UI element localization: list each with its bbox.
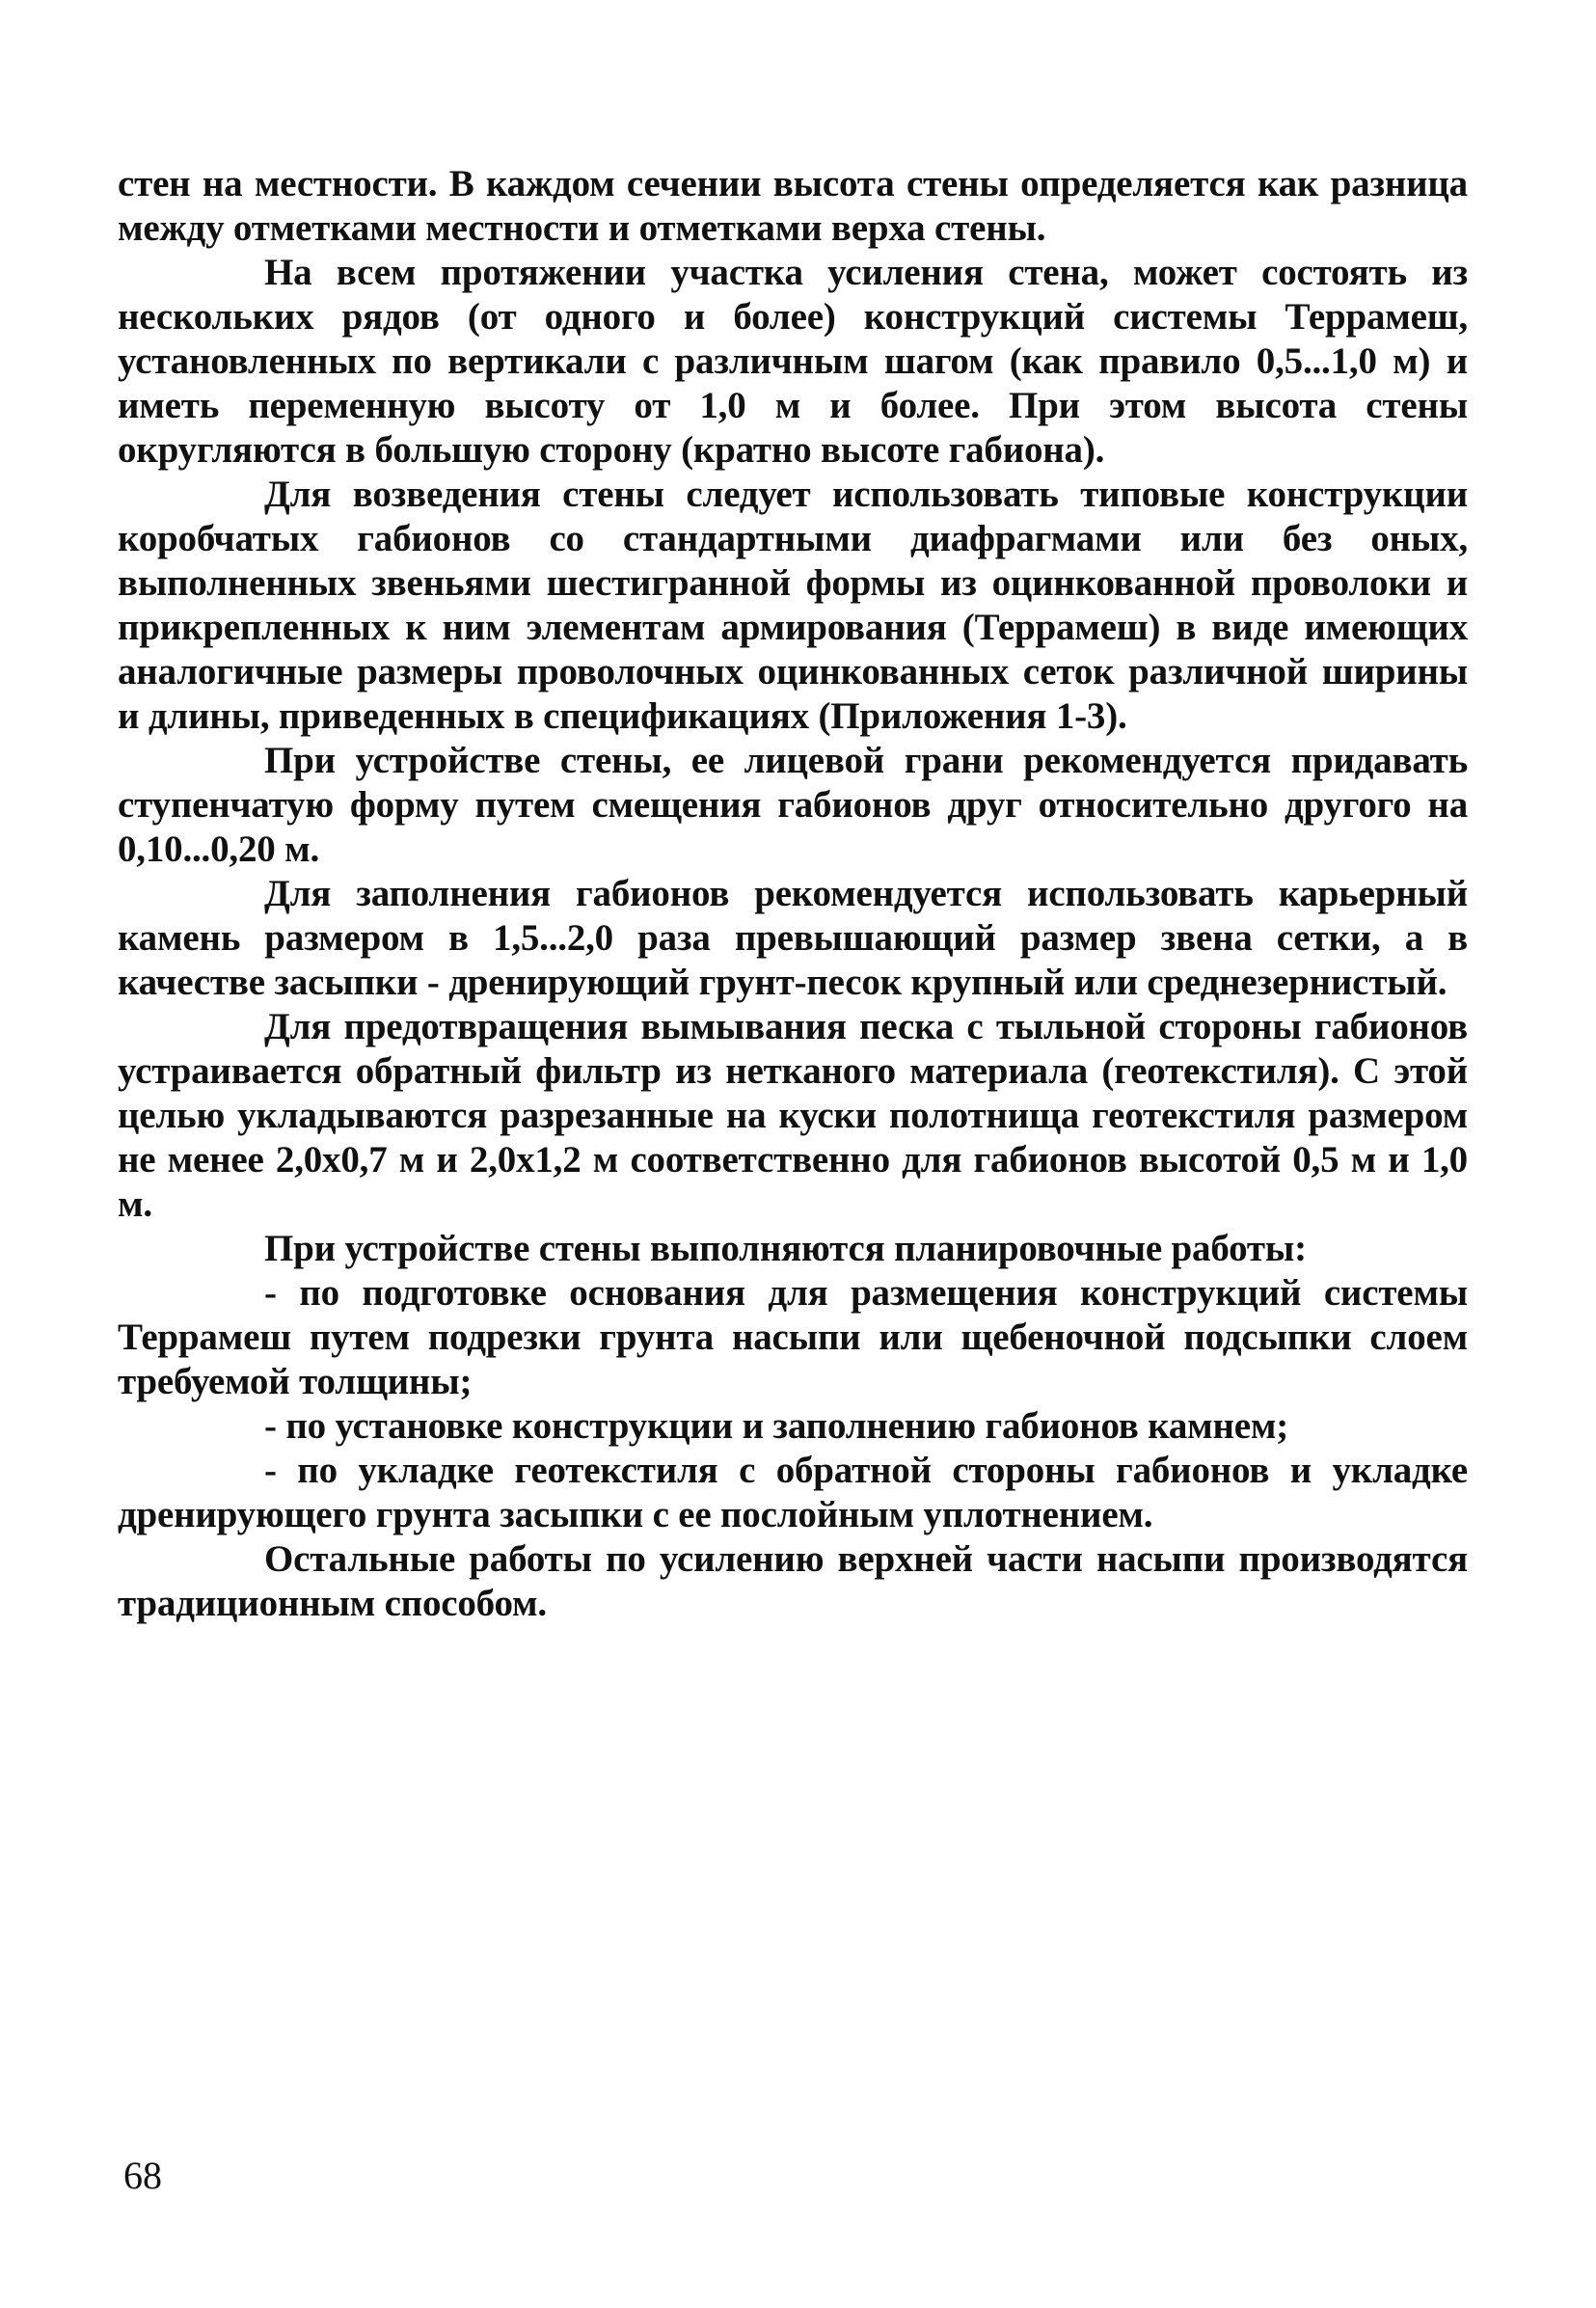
list-item-3: - по укладке геотекстиля с обратной стороны габионов и укладке дренирующего грунта засыпки с ее послойным уплотнением. — [118, 1450, 1468, 1535]
paragraph-5: Для заполнения габионов рекомендуется использовать карьерный камень размером в 1,5...2,0 раза превышающий размер звена сетки, а в качестве засыпки - дренирующий грунт-песок крупный или среднезернистый. — [118, 873, 1468, 1003]
page-number: 68 — [123, 2154, 162, 2197]
list-item-1: - по подготовке основания для размещения конструкций системы Террамеш путем подрезки грунта насыпи или щебеночной подсыпки слоем требуемой толщины; — [118, 1272, 1468, 1402]
paragraph-7: При устройстве стены выполняются планировочные работы: — [264, 1228, 1307, 1269]
paragraph-4: При устройстве стены, ее лицевой грани рекомендуется придавать ступенчатую форму путем смещения габионов друг относительно другого на 0,10...0,20 м. — [118, 740, 1468, 870]
paragraph-1: стен на местности. В каждом сечении высота стены определяется как разница между отметками местности и отметками верха стены. — [118, 163, 1468, 249]
paragraph-3: Для возведения стены следует использовать типовые конструкции коробчатых габионов со стандартными диафрагмами или без оных, выполненных звеньями шестигранной формы из оцинкованной проволоки и прикрепленных к ним элементам армирования (Террамеш) в виде имеющих аналогичные размеры проволочных оцинкованных сеток различной ширины и длины, приведенных в спецификациях (Приложения 1-3). — [118, 474, 1468, 737]
paragraph-6: Для предотвращения вымывания песка с тыльной стороны габионов устраивается обратный фильтр из нетканого материала (геотекстиля). С этой целью укладываются разрезанные на куски полотнища геотекстиля размером не менее 2,0x0,7 м и 2,0x1,2 м соответственно для габионов высотой 0,5 м и 1,0 м. — [118, 1006, 1468, 1225]
paragraph-8: Остальные работы по усилению верхней части насыпи производятся традиционным способом. — [118, 1538, 1468, 1624]
body-text — [118, 162, 1468, 1626]
paragraph-2: На всем протяжении участка усиления стена, может состоять из нескольких рядов (от одного и более) конструкций системы Террамеш, установленных по вертикали с различным шагом (как правило 0,5...1,0 м) и иметь переменную высоту от 1,0 м и более. При этом высота стены округляются в большую сторону (кратно высоте габиона). — [118, 252, 1468, 471]
list-item-2: - по установке конструкции и заполнению габионов камнем; — [264, 1405, 1289, 1447]
